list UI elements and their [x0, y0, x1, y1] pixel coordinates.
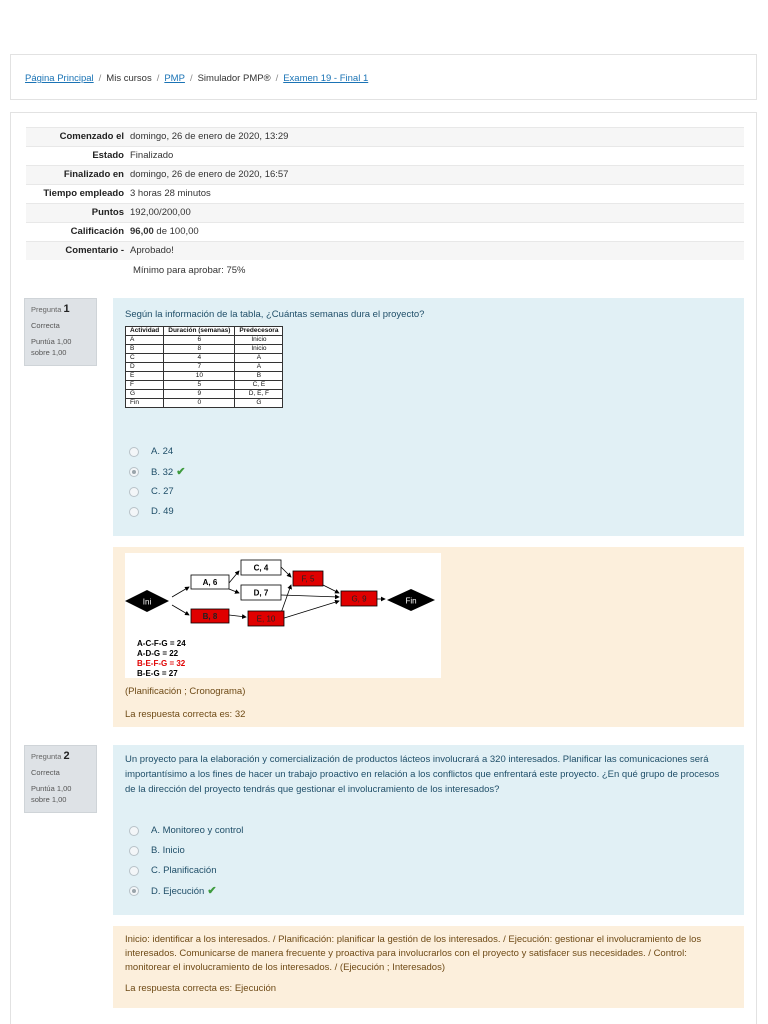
option-c[interactable]: C. 27 — [125, 482, 732, 502]
option-a[interactable]: A. 24 — [125, 442, 732, 462]
summary-value: Aprobado! — [130, 242, 744, 261]
breadcrumb-exam-link[interactable]: Examen 19 - Final 1 — [283, 73, 369, 84]
path-label: A-C-F-G = 24 — [137, 639, 186, 648]
table-row: B 8 Inicio — [126, 345, 283, 354]
summary-label: Estado — [92, 150, 124, 161]
summary-row-time-taken — [26, 185, 744, 204]
summary-value: 3 horas 28 minutos — [130, 188, 211, 199]
node-a-label: A, 6 — [202, 578, 218, 587]
right-answer: La respuesta correcta es: 32 — [125, 709, 246, 720]
radio-icon[interactable] — [129, 826, 139, 836]
radio-icon[interactable] — [129, 467, 139, 477]
option-d[interactable]: D. Ejecución ✔ — [125, 881, 732, 901]
answer-options — [125, 442, 732, 522]
summary-value — [130, 223, 744, 242]
question-text: Un proyecto para la elaboración y comercialización de productos lácteos involucrará a 320 interesados. Planificar las comunicaciones será importantísimo a los fines de hacer un trabajo proactivo en relación a los conflictos que enfrentará este proyecto. ¿En qué grupo de procesos de la dirección del proyecto tendrás que gestionar el involucramiento de los interesados? — [125, 754, 720, 795]
node-b-label: B, 8 — [202, 612, 218, 621]
table-row: A 6 Inicio — [126, 336, 283, 345]
end-node-label: Fin — [405, 596, 417, 606]
radio-icon[interactable] — [129, 487, 139, 497]
breadcrumb-home-link[interactable]: Página Principal — [25, 73, 94, 84]
right-answer: La respuesta correcta es: Ejecución — [125, 983, 277, 994]
table-row: C 4 A — [126, 354, 283, 363]
summary-row-state — [26, 147, 744, 166]
breadcrumb — [25, 73, 368, 84]
breadcrumb-simulator: Simulador PMP® — [197, 73, 271, 84]
summary-row-points — [26, 204, 744, 223]
option-c[interactable]: C. Planificación — [125, 861, 732, 881]
path-label: B-E-G = 27 — [137, 669, 178, 678]
summary-label: Finalizado en — [26, 166, 130, 185]
summary-row-finished — [26, 166, 744, 185]
breadcrumb-bar — [10, 54, 757, 100]
node-d-label: D, 7 — [253, 588, 269, 598]
question-2-formulation — [113, 745, 744, 915]
attempt-summary-table — [26, 127, 744, 260]
option-b[interactable]: B. Inicio — [125, 841, 732, 861]
question-grade: Puntúa 1,00 sobre 1,00 — [31, 784, 72, 804]
node-g-label: G, 9 — [351, 594, 367, 604]
summary-row-started — [26, 128, 744, 147]
radio-icon[interactable] — [129, 846, 139, 856]
breadcrumb-separator: / — [189, 73, 193, 84]
node-e-label: E, 10 — [256, 614, 276, 624]
question-state: Correcta — [31, 768, 60, 777]
question-2-info — [24, 745, 97, 813]
breadcrumb-separator: / — [98, 73, 102, 84]
summary-label: Tiempo empleado — [43, 188, 124, 199]
question-text: Según la información de la tabla, ¿Cuántas semanas dura el proyecto? — [125, 309, 425, 320]
radio-icon[interactable] — [129, 507, 139, 517]
summary-label: Calificación — [70, 226, 124, 237]
question-number: Pregunta 1 — [31, 303, 70, 315]
node-f-label: F, 5 — [301, 574, 315, 584]
breadcrumb-pmp-link[interactable]: PMP — [164, 73, 185, 84]
table-row: E 10 B — [126, 372, 283, 381]
min-pass-text: Mínimo para aprobar: 75% — [133, 265, 246, 276]
option-d[interactable]: D. 49 — [125, 502, 732, 522]
general-feedback: Inicio: identificar a los interesados. / Planificación: planificar la gestión de los interesados. / Ejecución: gestionar el involucramiento de los interesados. Comunicarse de manera frecuente y proactiva para involucrarlos con el proyecto y satisfacer sus necesidades. / Control: monitorear el involucramiento de los interesados. / (Ejecución ; Interesados) — [125, 934, 702, 973]
question-2-feedback — [113, 926, 744, 1008]
radio-icon[interactable] — [129, 447, 139, 457]
breadcrumb-separator: / — [275, 73, 279, 84]
question-1-formulation — [113, 298, 744, 536]
table-row: Fin 0 G — [126, 399, 283, 408]
answer-options — [125, 821, 732, 901]
breadcrumb-separator: / — [156, 73, 160, 84]
table-row: F 5 C, E — [126, 381, 283, 390]
option-a[interactable]: A. Monitoreo y control — [125, 821, 732, 841]
general-feedback: (Planificación ; Cronograma) — [125, 686, 246, 697]
check-icon: ✔ — [207, 885, 217, 897]
network-diagram — [125, 553, 441, 678]
breadcrumb-my-courses: Mis cursos — [106, 73, 152, 84]
summary-value: domingo, 26 de enero de 2020, 13:29 — [130, 128, 744, 147]
activity-table-header — [126, 327, 283, 336]
question-number: Pregunta 2 — [31, 750, 70, 762]
summary-row-comment — [26, 242, 744, 261]
start-node-label: Ini — [142, 597, 152, 607]
question-1-info — [24, 298, 97, 366]
grade-max: de 100,00 — [153, 226, 199, 237]
activity-table — [125, 326, 283, 408]
summary-row-grade — [26, 223, 744, 242]
summary-label: Puntos — [26, 204, 130, 223]
grade-value: 96,00 — [130, 226, 154, 237]
option-b[interactable]: B. 32 ✔ — [125, 462, 732, 482]
column-header: Actividad — [126, 327, 164, 336]
radio-icon[interactable] — [129, 886, 139, 896]
question-grade: Puntúa 1,00 sobre 1,00 — [31, 337, 72, 357]
critical-path-label: B-E-F-G = 32 — [137, 659, 186, 668]
summary-value: Finalizado — [130, 150, 174, 161]
question-1-feedback — [113, 547, 744, 727]
summary-value: 192,00/200,00 — [130, 204, 744, 223]
column-header: Duración (semanas) — [164, 327, 235, 336]
node-c-label: C, 4 — [253, 563, 269, 573]
table-row: G 9 D, E, F — [126, 390, 283, 399]
check-icon: ✔ — [176, 466, 186, 478]
summary-value: domingo, 26 de enero de 2020, 16:57 — [130, 166, 744, 185]
column-header: Predecesora — [235, 327, 283, 336]
summary-label: Comenzado el — [26, 128, 130, 147]
path-label: A-D-G = 22 — [137, 649, 179, 658]
question-state: Correcta — [31, 321, 60, 330]
summary-label: Comentario - — [26, 242, 130, 261]
radio-icon[interactable] — [129, 866, 139, 876]
table-row: D 7 A — [126, 363, 283, 372]
